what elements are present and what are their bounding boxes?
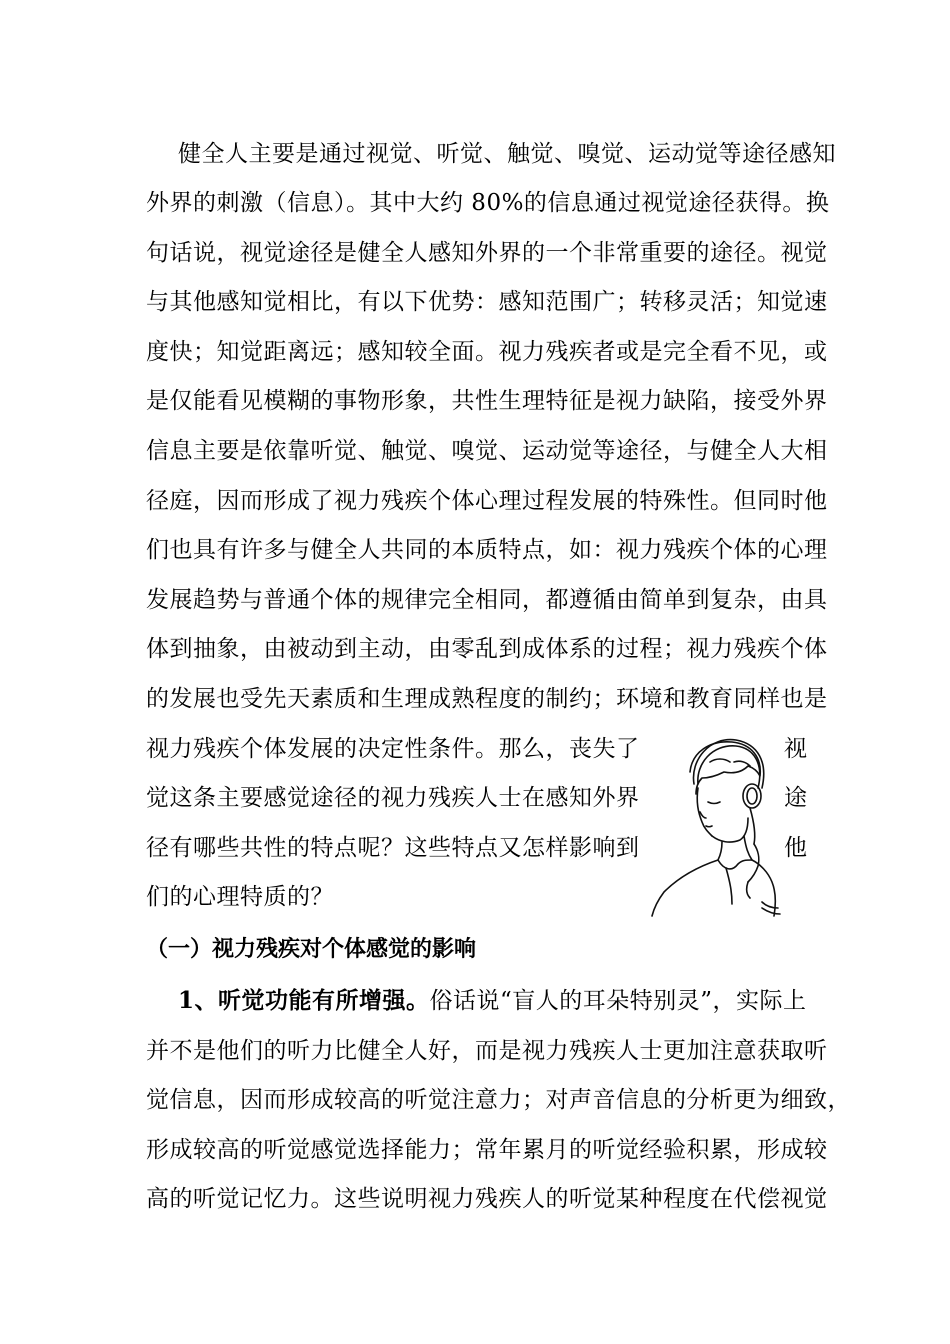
paragraph-line: 高的听觉记忆力。这些说明视力残疾人的听觉某种程度在代偿视觉 — [146, 1186, 828, 1212]
wrap-line-left: 们的心理特质的？ — [146, 884, 334, 910]
subsection-first-line-rest: 俗话说“盲人的耳朵特别灵”，实际上 — [429, 988, 807, 1014]
subsection-lead: 1、听觉功能有所增强。 — [178, 987, 430, 1014]
paragraph-line: 信息主要是依靠听觉、触觉、嗅觉、运动觉等途径，与健全人大相 — [146, 438, 828, 464]
wrap-line-right: 途 — [784, 785, 807, 811]
subsection-first-line — [178, 986, 807, 1016]
section-heading: （一）视力残疾对个体感觉的影响 — [146, 936, 477, 962]
wrap-line-left: 视力残疾个体发展的决定性条件。那么，丧失了 — [146, 736, 640, 762]
paragraph-line: 度快；知觉距离远；感知较全面。视力残疾者或是完全看不见，或 — [146, 339, 828, 365]
wrap-line-right: 视 — [784, 736, 807, 762]
paragraph-line: 并不是他们的听力比健全人好，而是视力残疾人士更加注意获取听 — [146, 1038, 828, 1064]
wrap-line-left: 觉这条主要感觉途径的视力残疾人士在感知外界 — [146, 785, 640, 811]
paragraph-line: 体到抽象，由被动到主动，由零乱到成体系的过程；视力残疾个体 — [146, 636, 828, 662]
paragraph-line: 觉信息，因而形成较高的听觉注意力；对声音信息的分析更为细致， — [146, 1087, 851, 1113]
paragraph-line: 们也具有许多与健全人共同的本质特点，如：视力残疾个体的心理 — [146, 537, 828, 563]
paragraph-line: 的发展也受先天素质和生理成熟程度的制约；环境和教育同样也是 — [146, 686, 828, 712]
paragraph-line: 是仅能看见模糊的事物形象，共性生理特征是视力缺陷，接受外界 — [146, 388, 828, 414]
paragraph-line: 健全人主要是通过视觉、听觉、触觉、嗅觉、运动觉等途径感知 — [178, 141, 836, 167]
paragraph-line: 径庭，因而形成了视力残疾个体心理过程发展的特殊性。但同时他 — [146, 488, 828, 514]
paragraph-line: 形成较高的听觉感觉选择能力；常年累月的听觉经验积累，形成较 — [146, 1137, 828, 1163]
wrap-line-right: 他 — [784, 835, 807, 861]
headphone-listener-illustration — [650, 732, 782, 918]
paragraph-line: 句话说，视觉途径是健全人感知外界的一个非常重要的途径。视觉 — [146, 240, 828, 266]
wrap-line-left: 径有哪些共性的特点呢？这些特点又怎样影响到 — [146, 835, 640, 861]
paragraph-line: 发展趋势与普通个体的规律完全相同，都遵循由简单到复杂，由具 — [146, 587, 828, 613]
paragraph-line: 与其他感知觉相比，有以下优势：感知范围广；转移灵活；知觉速 — [146, 289, 828, 315]
paragraph-line: 外界的刺激（信息）。其中大约 80%的信息通过视觉途径获得。换 — [146, 190, 830, 216]
